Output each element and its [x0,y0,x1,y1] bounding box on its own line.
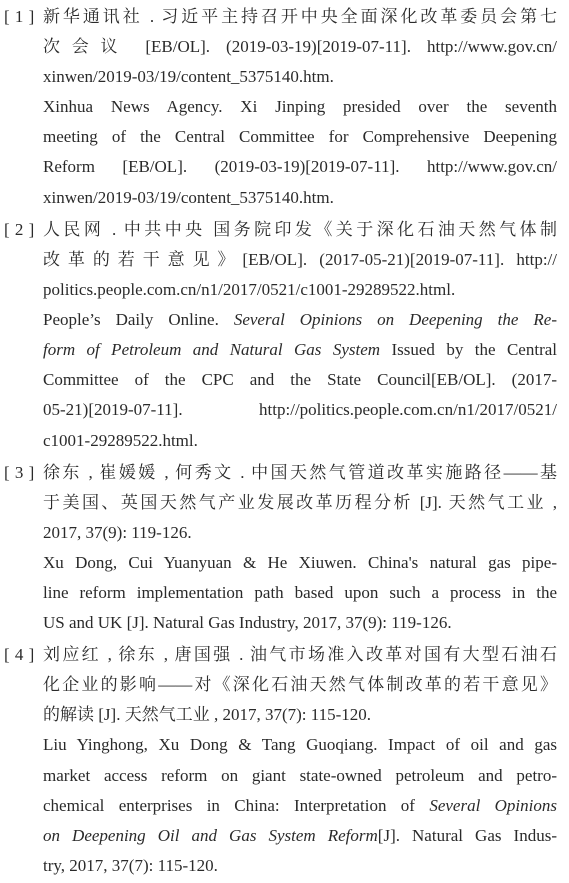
reference-number: [ 3 ] [4,462,35,482]
citation-line: Xu Dong, Cui Yuanyuan & He Xiuwen. China's natural gas pipe- [43,552,557,572]
reference-item-1 [0,2,569,213]
citation-line: 改革的若干意见》[EB/OL]. (2017-05-21)[2019-07-11]. http:// [43,249,557,269]
citation-line: Committee of the CPC and the State Council[EB/OL]. (2017- [43,370,557,390]
citation-line: 化企业的影响——对《深化石油天然气体制改革的若干意见》 [43,675,557,695]
reference-english-citation [43,92,557,213]
citation-line: market access reform on giant state-owned petroleum and petro- [43,765,557,785]
reference-english-citation [43,305,557,456]
reference-number: [ 1 ] [4,7,35,26]
reference-item-3 [0,458,569,639]
reference-number: [ 2 ] [4,219,35,239]
reference-list [0,2,569,883]
citation-line: c1001-29289522.html. [43,430,198,450]
citation-line: US and UK [J]. Natural Gas Industry, 2017, 37(9): 119-126. [43,613,452,633]
citation-line: 2017, 37(9): 119-126. [43,522,192,542]
citation-line: politics.people.com.cn/n1/2017/0521/c1001-29289522.html. [43,279,456,299]
citation-line: Reform [EB/OL]. (2019-03-19)[2019-07-11]. http://www.gov.cn/ [43,157,557,177]
italic-title: form of Petroleum and Natural Gas System [43,340,381,360]
citation-line: 刘应红 , 徐东 , 唐国强 . 油气市场准入改革对国有大型石油石 [43,645,557,665]
reference-chinese-citation [43,458,557,548]
citation-line: People’s Daily Online. Several Opinions on Deepening the Re- [43,309,557,329]
citation-line: meeting of the Central Committee for Comprehensive Deepening [43,127,557,147]
citation-line: 05-21)[2019-07-11]. http://politics.people.com.cn/n1/2017/0521/ [43,400,557,420]
reference-english-citation [43,730,557,881]
citation-line: Xinhua News Agency. Xi Jinping presided over the seventh [43,97,557,116]
reference-chinese-citation [43,215,557,305]
citation-line: xinwen/2019-03/19/content_5375140.htm. [43,187,334,207]
reference-item-4 [0,640,569,881]
citation-line: line reform implementation path based upon such a process in the [43,583,557,603]
italic-title: Several Opinions [429,795,557,815]
citation-line: 的解读 [J]. 天然气工业 , 2017, 37(7): 115-120. [43,705,372,725]
citation-line: 人民网 . 中共中央 国务院印发《关于深化石油天然气体制 [43,219,557,239]
citation-line: 次会议 [EB/OL]. (2019-03-19)[2019-07-11]. http://www.gov.cn/ [43,37,557,56]
reference-chinese-citation [43,640,557,730]
citation-line: 徐东 , 崔媛媛 , 何秀文 . 中国天然气管道改革实施路径——基 [43,462,557,482]
citation-line: on Deepening Oil and Gas System Reform[J]. Natural Gas Indus- [43,826,557,846]
citation-line: Liu Yinghong, Xu Dong & Tang Guoqiang. Impact of oil and gas [43,735,557,755]
reference-item-2 [0,215,569,456]
citation-line: try, 2017, 37(7): 115-120. [43,856,218,876]
citation-line: form of Petroleum and Natural Gas System Issued by the Central [43,340,557,360]
italic-title: Several Opinions on Deepening the Re- [233,309,557,329]
citation-line: 于美国、英国天然气产业发展改革历程分析 [J]. 天然气工业 , [43,492,557,512]
italic-title: on Deepening Oil and Gas System Reform [43,826,378,846]
citation-line: 新华通讯社 . 习近平主持召开中央全面深化改革委员会第七 [43,7,557,26]
reference-number: [ 4 ] [4,645,35,665]
citation-line: xinwen/2019-03/19/content_5375140.htm. [43,67,334,86]
reference-english-citation [43,548,557,639]
reference-chinese-citation [43,2,557,92]
citation-line: chemical enterprises in China: Interpretation of Several Opinions [43,795,557,815]
